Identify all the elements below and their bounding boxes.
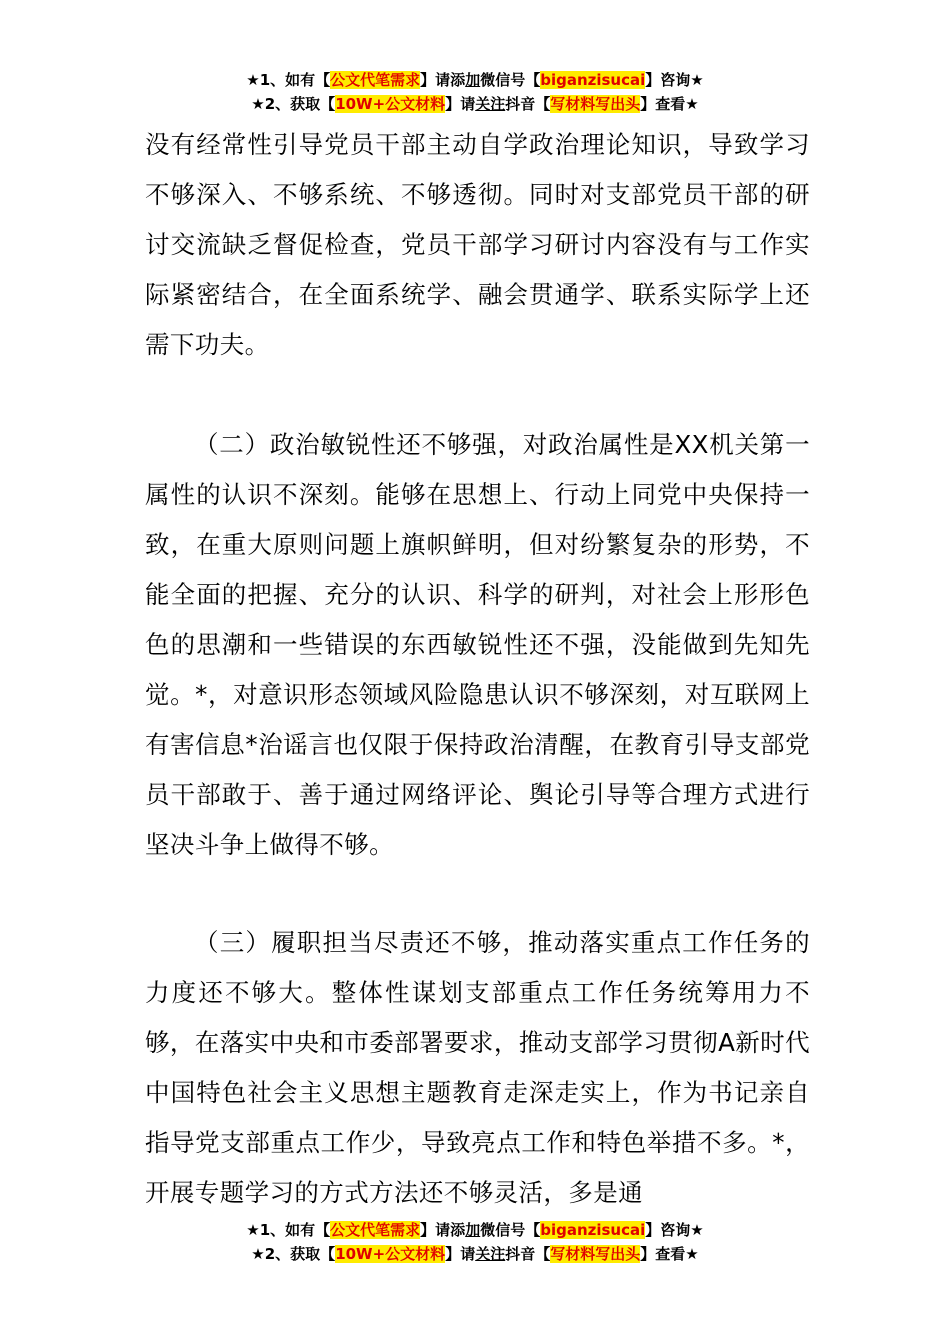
banner-text: 】请 [445, 95, 476, 113]
highlight-materials: 10W+公文材料 [335, 95, 446, 113]
document-section-2 [145, 420, 810, 870]
banner-emphasis: 加 [465, 71, 481, 89]
highlight-wechat-id: biganzisucai [540, 71, 646, 89]
banner-emphasis: 关注 [475, 1245, 506, 1263]
banner-line-1 [0, 1218, 950, 1242]
highlight-service: 公文代笔需求 [330, 71, 421, 89]
highlight-douyin-account: 写材料写出头 [550, 95, 641, 113]
banner-text: 微信号【 [480, 1221, 541, 1239]
banner-text: 】请添 [420, 71, 466, 89]
banner-emphasis: 关注 [475, 95, 506, 113]
banner-text: 】请添 [420, 1221, 466, 1239]
document-body [145, 120, 810, 370]
banner-text: 抖音【 [505, 1245, 551, 1263]
highlight-wechat-id: biganzisucai [540, 1221, 646, 1239]
banner-text: 】查看★ [640, 1245, 699, 1263]
banner-text: ★1、如有【 [246, 1221, 331, 1239]
document-section-3 [145, 918, 810, 1218]
banner-text: 】咨询★ [645, 1221, 704, 1239]
paragraph-3: （三）履职担当尽责还不够，推动落实重点工作任务的力度还不够大。整体性谋划支部重点工作任务统筹用力不够，在落实中央和市委部署要求，推动支部学习贯彻A新时代中国特色社会主义思想主题教育走深走实上，作为书记亲自指导党支部重点工作少，导致亮点工作和特色举措不多。*，开展专题学习的方式方法还不够灵活，多是通 [145, 928, 810, 1207]
banner-text: ★2、获取【 [251, 1245, 336, 1263]
banner-text: 】查看★ [640, 95, 699, 113]
banner-text: 】请 [445, 1245, 476, 1263]
highlight-service: 公文代笔需求 [330, 1221, 421, 1239]
highlight-douyin-account: 写材料写出头 [550, 1245, 641, 1263]
highlight-materials: 10W+公文材料 [335, 1245, 446, 1263]
header-banner [0, 68, 950, 116]
banner-emphasis: 加 [465, 1221, 481, 1239]
banner-text: 】咨询★ [645, 71, 704, 89]
banner-text: ★2、获取【 [251, 95, 336, 113]
banner-line-2 [0, 92, 950, 116]
banner-line-2 [0, 1242, 950, 1266]
banner-text: 抖音【 [505, 95, 551, 113]
paragraph-1: 没有经常性引导党员干部主动自学政治理论知识，导致学习不够深入、不够系统、不够透彻。同时对支部党员干部的研讨交流缺乏督促检查，党员干部学习研讨内容没有与工作实际紧密结合，在全面系统学、融会贯通学、联系实际学上还需下功夫。 [145, 130, 810, 359]
paragraph-2: （二）政治敏锐性还不够强，对政治属性是XX机关第一属性的认识不深刻。能够在思想上、行动上同党中央保持一致，在重大原则问题上旗帜鲜明，但对纷繁复杂的形势，不能全面的把握、充分的认识、科学的研判，对社会上形形色色的思潮和一些错误的东西敏锐性还不强，没能做到先知先觉。*，对意识形态领域风险隐患认识不够深刻，对互联网上有害信息*治谣言也仅限于保持政治清醒，在教育引导支部党员干部敢于、善于通过网络评论、舆论引导等合理方式进行坚决斗争上做得不够。 [145, 430, 810, 859]
banner-text: ★1、如有【 [246, 71, 331, 89]
banner-text: 微信号【 [480, 71, 541, 89]
footer-banner [0, 1218, 950, 1266]
banner-line-1 [0, 68, 950, 92]
